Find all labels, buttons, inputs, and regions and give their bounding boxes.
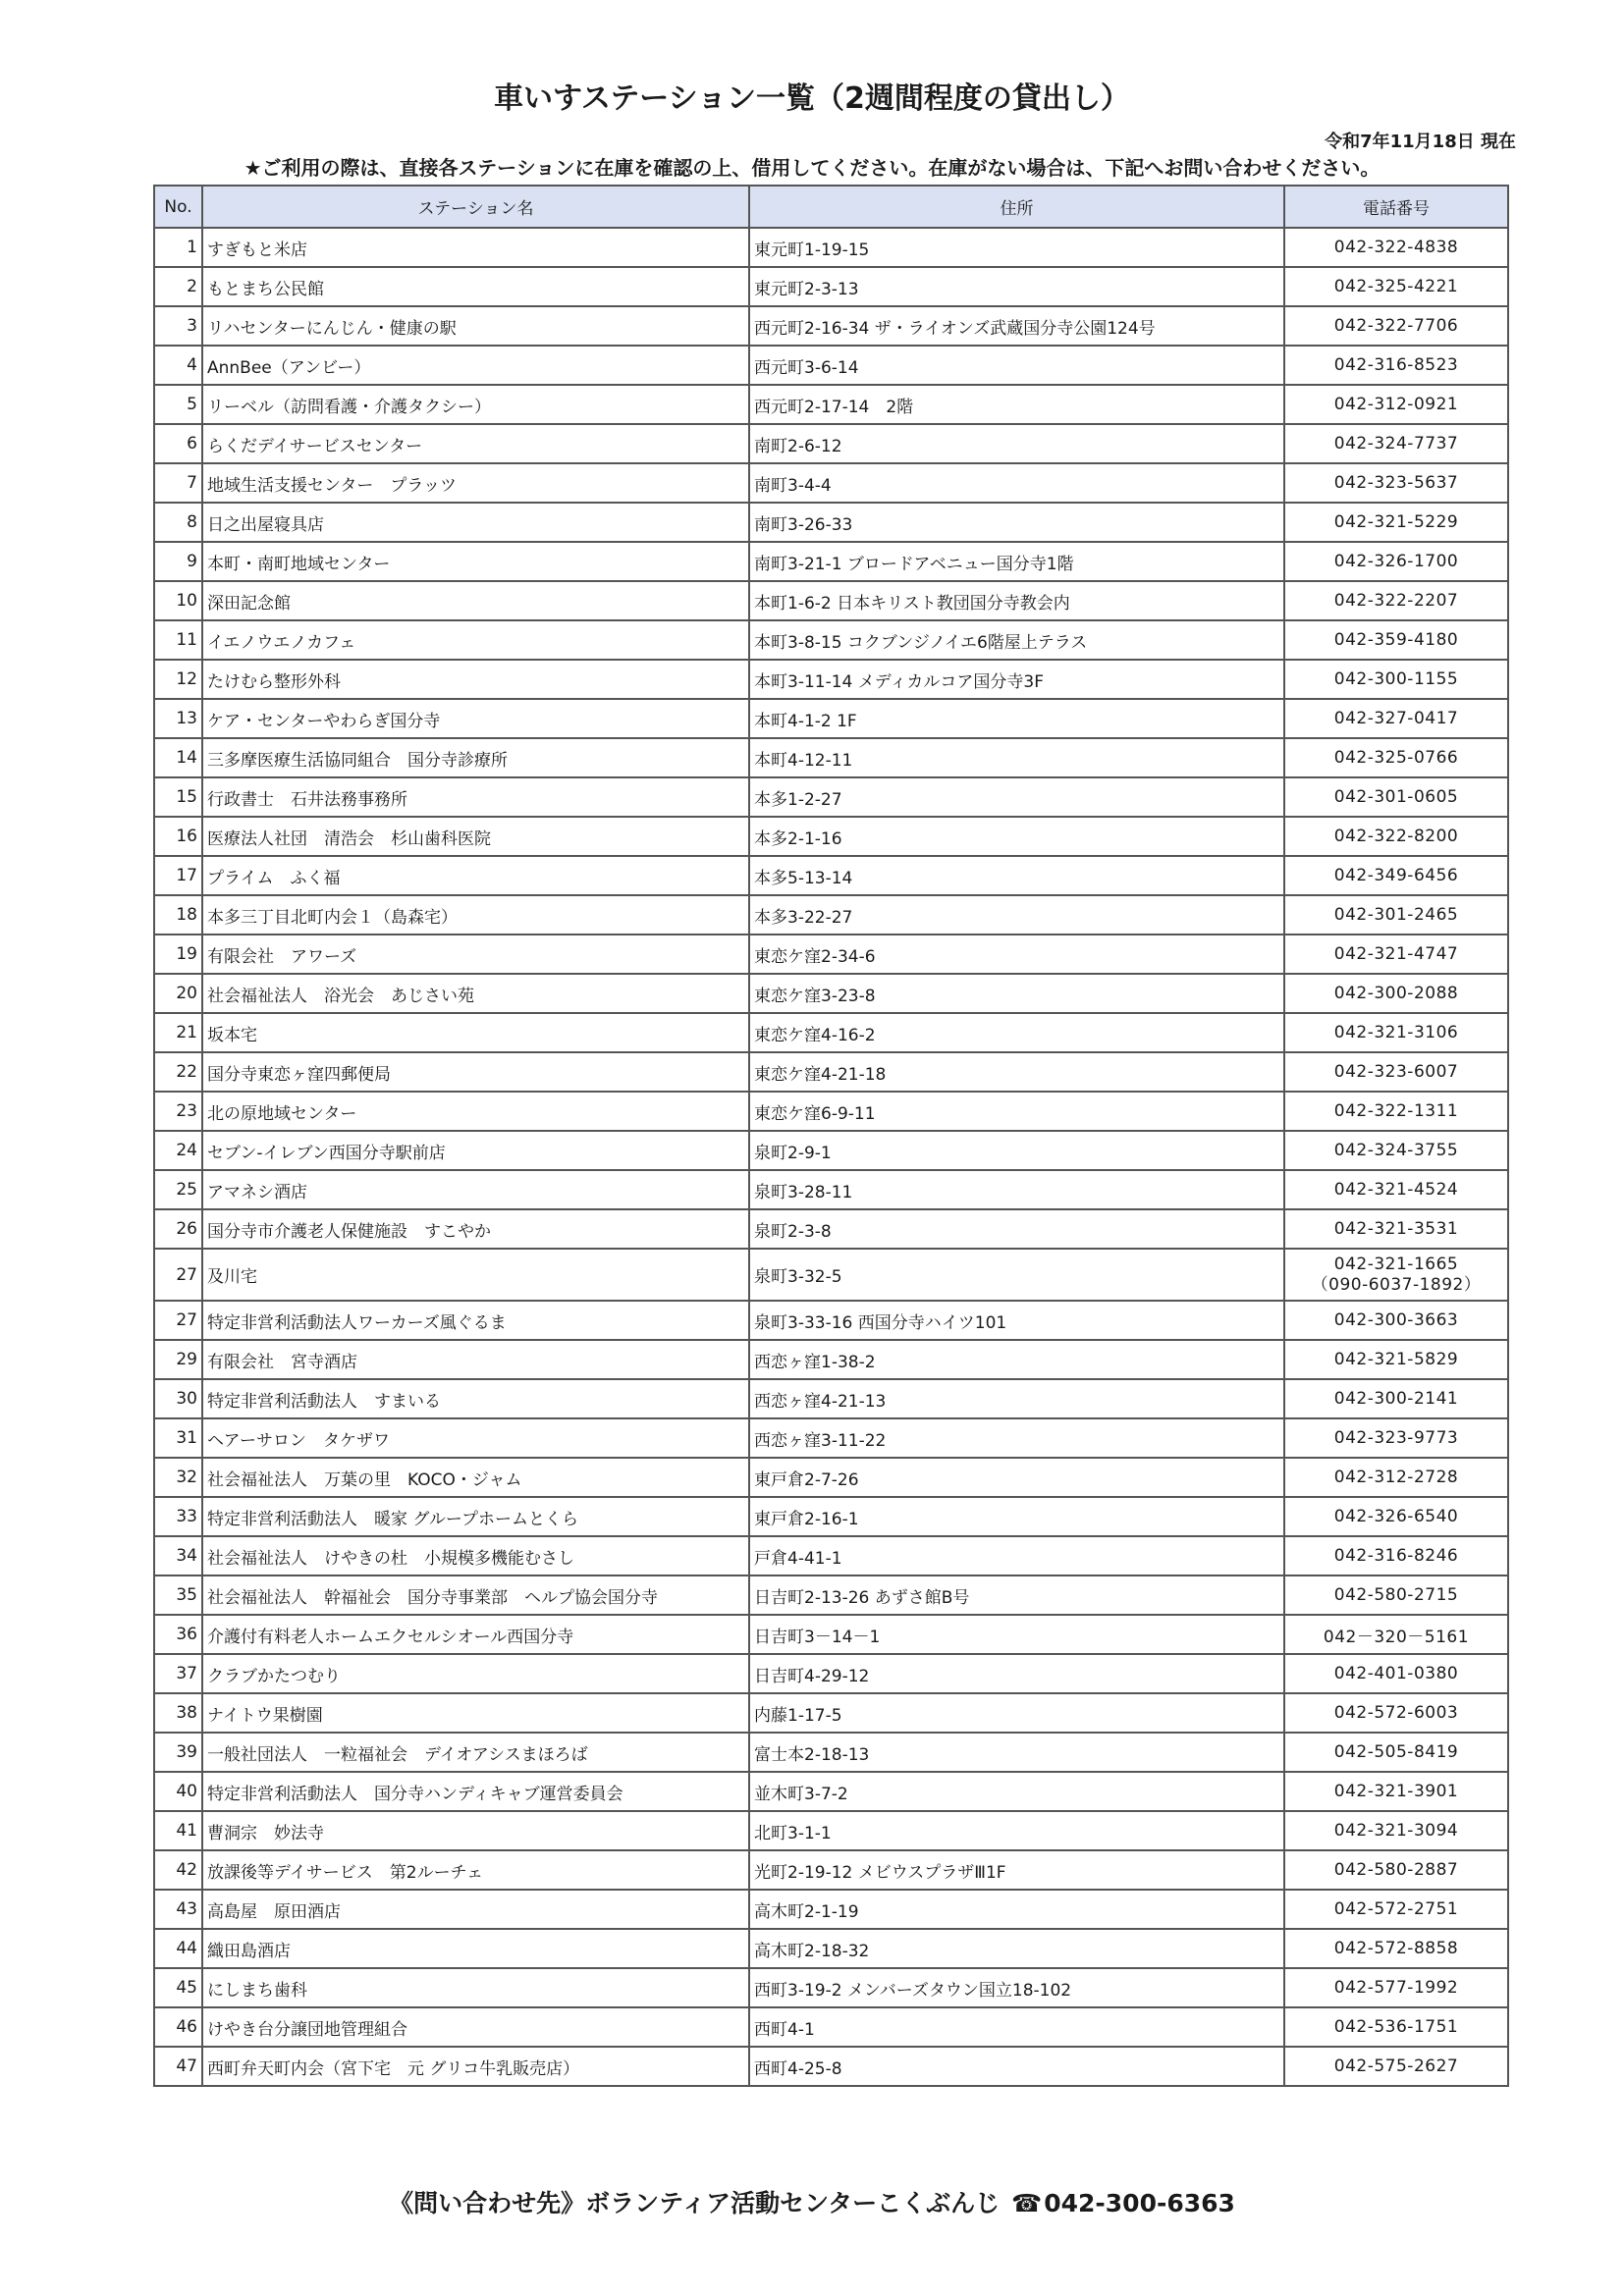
station-address: 日吉町4-29-12	[749, 1654, 1284, 1693]
station-phone: 042-321-5229	[1284, 503, 1508, 542]
station-name: 本町・南町地域センター	[202, 542, 749, 581]
station-name: ヘアーサロン タケザワ	[202, 1418, 749, 1458]
station-name: 国分寺東恋ヶ窪四郵便局	[202, 1052, 749, 1092]
table-row	[154, 228, 1508, 267]
row-number: 42	[154, 1850, 202, 1890]
station-phone: 042-324-3755	[1284, 1131, 1508, 1170]
table-body	[154, 228, 1508, 2086]
row-number: 11	[154, 620, 202, 660]
row-number: 24	[154, 1131, 202, 1170]
row-number: 31	[154, 1418, 202, 1458]
row-number: 23	[154, 1092, 202, 1131]
row-number: 40	[154, 1772, 202, 1811]
station-address: 富士本2-18-13	[749, 1733, 1284, 1772]
station-name: 日之出屋寝具店	[202, 503, 749, 542]
station-address: 本町3-8-15 コクブンジノイエ6階屋上テラス	[749, 620, 1284, 660]
table-row	[154, 1052, 1508, 1092]
table-row	[154, 267, 1508, 306]
row-number: 32	[154, 1458, 202, 1497]
row-number: 9	[154, 542, 202, 581]
station-name: 社会福祉法人 万葉の里 KOCO・ジャム	[202, 1458, 749, 1497]
station-name: 西町弁天町内会（宮下宅 元 グリコ牛乳販売店）	[202, 2047, 749, 2086]
station-address: 本多5-13-14	[749, 856, 1284, 895]
table-row	[154, 1811, 1508, 1850]
table-row	[154, 1301, 1508, 1340]
station-name: すぎもと米店	[202, 228, 749, 267]
station-address: 本町4-12-11	[749, 738, 1284, 777]
table-row	[154, 1340, 1508, 1379]
table-row	[154, 1693, 1508, 1733]
usage-notice: ★ご利用の際は、直接各ステーションに在庫を確認の上、借用してください。在庫がない場合は、下記へお問い合わせください。	[244, 156, 1380, 180]
station-phone: 042-572-8858	[1284, 1929, 1508, 1968]
station-table	[153, 185, 1509, 2087]
station-name: もとまち公民館	[202, 267, 749, 306]
row-number: 19	[154, 934, 202, 974]
station-address: 東恋ケ窪6-9-11	[749, 1092, 1284, 1131]
row-number: 18	[154, 895, 202, 934]
table-row	[154, 1249, 1508, 1301]
station-phone: 042-321-5829	[1284, 1340, 1508, 1379]
station-phone: 042-301-2465	[1284, 895, 1508, 934]
table-row	[154, 463, 1508, 503]
row-number: 13	[154, 699, 202, 738]
station-phone: 042-325-4221	[1284, 267, 1508, 306]
station-phone: 042-321-3531	[1284, 1209, 1508, 1249]
station-phone: 042-327-0417	[1284, 699, 1508, 738]
table-row	[154, 1850, 1508, 1890]
station-address: 泉町2-3-8	[749, 1209, 1284, 1249]
station-phone: 042－320－5161	[1284, 1615, 1508, 1654]
station-name: 特定非営利活動法人 暖家 グループホームとくら	[202, 1497, 749, 1536]
row-number: 25	[154, 1170, 202, 1209]
contact-label: 《問い合わせ先》ボランティア活動センターこくぶんじ	[389, 2189, 1001, 2217]
as-of-date: 令和7年11月18日 現在	[1325, 132, 1516, 152]
station-name: リハセンターにんじん・健康の駅	[202, 306, 749, 346]
table-row	[154, 934, 1508, 974]
table-row	[154, 542, 1508, 581]
table-row	[154, 856, 1508, 895]
station-phone: 042-325-0766	[1284, 738, 1508, 777]
station-address: 東元町1-19-15	[749, 228, 1284, 267]
station-name: けやき台分譲団地管理組合	[202, 2007, 749, 2047]
station-phone: 042-575-2627	[1284, 2047, 1508, 2086]
station-address: 南町3-26-33	[749, 503, 1284, 542]
row-number: 35	[154, 1575, 202, 1615]
table-row	[154, 620, 1508, 660]
row-number: 22	[154, 1052, 202, 1092]
table-row	[154, 1092, 1508, 1131]
station-phone: 042-349-6456	[1284, 856, 1508, 895]
row-number: 5	[154, 385, 202, 424]
station-address: 日吉町3－14－1	[749, 1615, 1284, 1654]
station-phone: 042-324-7737	[1284, 424, 1508, 463]
station-phone: 042-312-0921	[1284, 385, 1508, 424]
station-address: 泉町3-28-11	[749, 1170, 1284, 1209]
station-phone: 042-321-3106	[1284, 1013, 1508, 1052]
station-name: 曹洞宗 妙法寺	[202, 1811, 749, 1850]
row-number: 7	[154, 463, 202, 503]
row-number: 38	[154, 1693, 202, 1733]
row-number: 8	[154, 503, 202, 542]
table-row	[154, 1968, 1508, 2007]
table-row	[154, 424, 1508, 463]
page-title: 車いすステーション一覧（2週間程度の貸出し）	[494, 81, 1130, 116]
station-name: 国分寺市介護老人保健施設 すこやか	[202, 1209, 749, 1249]
station-address: 本多1-2-27	[749, 777, 1284, 817]
station-name: リーベル（訪問看護・介護タクシー）	[202, 385, 749, 424]
row-number: 4	[154, 346, 202, 385]
station-name: らくだデイサービスセンター	[202, 424, 749, 463]
station-address: 本町1-6-2 日本キリスト教団国分寺教会内	[749, 581, 1284, 620]
table-row	[154, 1772, 1508, 1811]
table-row	[154, 1654, 1508, 1693]
station-phone: 042-577-1992	[1284, 1968, 1508, 2007]
header-station-name: ステーション名	[202, 186, 749, 228]
station-address: 泉町2-9-1	[749, 1131, 1284, 1170]
station-phone: 042-580-2715	[1284, 1575, 1508, 1615]
row-number: 26	[154, 1209, 202, 1249]
station-name: イエノウエノカフェ	[202, 620, 749, 660]
station-phone: 042-572-2751	[1284, 1890, 1508, 1929]
row-number: 44	[154, 1929, 202, 1968]
station-name: 及川宅	[202, 1249, 749, 1301]
station-address: 西町4-1	[749, 2007, 1284, 2047]
table-row	[154, 895, 1508, 934]
table-row	[154, 1131, 1508, 1170]
table-row	[154, 1497, 1508, 1536]
station-phone: 042-321-3901	[1284, 1772, 1508, 1811]
station-address: 高木町2-1-19	[749, 1890, 1284, 1929]
station-address: 東恋ケ窪2-34-6	[749, 934, 1284, 974]
row-number: 21	[154, 1013, 202, 1052]
station-name: 有限会社 アワーズ	[202, 934, 749, 974]
station-address: 東戸倉2-7-26	[749, 1458, 1284, 1497]
station-phone	[1284, 1249, 1508, 1301]
station-name: 高島屋 原田酒店	[202, 1890, 749, 1929]
station-address: 本多2-1-16	[749, 817, 1284, 856]
table-row	[154, 817, 1508, 856]
station-address: 東恋ケ窪3-23-8	[749, 974, 1284, 1013]
station-name: 放課後等デイサービス 第2ルーチェ	[202, 1850, 749, 1890]
station-name: 北の原地域センター	[202, 1092, 749, 1131]
station-phone: 042-326-6540	[1284, 1497, 1508, 1536]
station-address: 高木町2-18-32	[749, 1929, 1284, 1968]
station-phone: 042-300-1155	[1284, 660, 1508, 699]
row-number: 10	[154, 581, 202, 620]
station-name: 本多三丁目北町内会１（島森宅）	[202, 895, 749, 934]
station-address: 南町3-4-4	[749, 463, 1284, 503]
table-row	[154, 2047, 1508, 2086]
row-number: 43	[154, 1890, 202, 1929]
row-number: 34	[154, 1536, 202, 1575]
station-name: 坂本宅	[202, 1013, 749, 1052]
station-phone: 042-301-0605	[1284, 777, 1508, 817]
row-number: 36	[154, 1615, 202, 1654]
row-number: 37	[154, 1654, 202, 1693]
station-name: 三多摩医療生活協同組合 国分寺診療所	[202, 738, 749, 777]
station-address: 泉町3-32-5	[749, 1249, 1284, 1301]
row-number: 14	[154, 738, 202, 777]
row-number: 41	[154, 1811, 202, 1850]
station-phone: 042-321-4524	[1284, 1170, 1508, 1209]
table-row	[154, 1536, 1508, 1575]
table-row	[154, 1458, 1508, 1497]
station-address: 西元町3-6-14	[749, 346, 1284, 385]
table-row	[154, 1418, 1508, 1458]
station-name: 地域生活支援センター プラッツ	[202, 463, 749, 503]
station-phone-mobile: （090-6037-1892）	[1311, 1274, 1482, 1295]
row-number: 29	[154, 1340, 202, 1379]
station-address: 東恋ケ窪4-21-18	[749, 1052, 1284, 1092]
row-number: 2	[154, 267, 202, 306]
station-address: 東元町2-3-13	[749, 267, 1284, 306]
station-address: 本町4-1-2 1F	[749, 699, 1284, 738]
station-name: 有限会社 宮寺酒店	[202, 1340, 749, 1379]
station-address: 日吉町2-13-26 あずさ館B号	[749, 1575, 1284, 1615]
table-row	[154, 503, 1508, 542]
table-row	[154, 699, 1508, 738]
station-phone: 042-326-1700	[1284, 542, 1508, 581]
station-address: 東戸倉2-16-1	[749, 1497, 1284, 1536]
station-address: 南町3-21-1 ブロードアベニュー国分寺1階	[749, 542, 1284, 581]
header-no: No.	[154, 186, 202, 228]
station-phone: 042-572-6003	[1284, 1693, 1508, 1733]
station-name: 医療法人社団 清浩会 杉山歯科医院	[202, 817, 749, 856]
station-phone: 042-322-1311	[1284, 1092, 1508, 1131]
table-row	[154, 306, 1508, 346]
station-name: 社会福祉法人 幹福祉会 国分寺事業部 ヘルプ協会国分寺	[202, 1575, 749, 1615]
station-phone: 042-323-5637	[1284, 463, 1508, 503]
station-address: 西元町2-16-34 ザ・ライオンズ武蔵国分寺公園124号	[749, 306, 1284, 346]
row-number: 27	[154, 1249, 202, 1301]
station-address: 西元町2-17-14 2階	[749, 385, 1284, 424]
station-address: 光町2-19-12 メビウスプラザⅢ1F	[749, 1850, 1284, 1890]
station-name: 介護付有料老人ホームエクセルシオール西国分寺	[202, 1615, 749, 1654]
table-row	[154, 1209, 1508, 1249]
station-name: にしまち歯科	[202, 1968, 749, 2007]
station-phone: 042-505-8419	[1284, 1733, 1508, 1772]
table-row	[154, 1013, 1508, 1052]
station-address: 西恋ヶ窪4-21-13	[749, 1379, 1284, 1418]
row-number: 6	[154, 424, 202, 463]
station-name: 特定非営利活動法人ワーカーズ風ぐるま	[202, 1301, 749, 1340]
row-number: 20	[154, 974, 202, 1013]
station-name: たけむら整形外科	[202, 660, 749, 699]
table-row	[154, 1929, 1508, 1968]
phone-icon: ☎	[1011, 2189, 1043, 2217]
station-phone: 042-580-2887	[1284, 1850, 1508, 1890]
station-phone: 042-322-8200	[1284, 817, 1508, 856]
station-phone: 042-300-2141	[1284, 1379, 1508, 1418]
station-name: ナイトウ果樹園	[202, 1693, 749, 1733]
station-phone: 042-359-4180	[1284, 620, 1508, 660]
station-address: 本町3-11-14 メディカルコア国分寺3F	[749, 660, 1284, 699]
station-address: 西町3-19-2 メンバーズタウン国立18-102	[749, 1968, 1284, 2007]
station-address: 南町2-6-12	[749, 424, 1284, 463]
row-number: 33	[154, 1497, 202, 1536]
station-name: 特定非営利活動法人 国分寺ハンディキャブ運営委員会	[202, 1772, 749, 1811]
station-phone-primary: 042-321-1665	[1333, 1254, 1459, 1274]
station-phone: 042-300-2088	[1284, 974, 1508, 1013]
station-address: 西町4-25-8	[749, 2047, 1284, 2086]
row-number: 3	[154, 306, 202, 346]
row-number: 30	[154, 1379, 202, 1418]
station-name: セブン-イレブン西国分寺駅前店	[202, 1131, 749, 1170]
row-number: 39	[154, 1733, 202, 1772]
station-phone: 042-323-6007	[1284, 1052, 1508, 1092]
station-name: 織田島酒店	[202, 1929, 749, 1968]
table-row	[154, 1890, 1508, 1929]
station-phone: 042-322-4838	[1284, 228, 1508, 267]
station-address: 本多3-22-27	[749, 895, 1284, 934]
station-phone: 042-536-1751	[1284, 2007, 1508, 2047]
station-phone: 042-323-9773	[1284, 1418, 1508, 1458]
station-address: 西恋ヶ窪3-11-22	[749, 1418, 1284, 1458]
station-address: 戸倉4-41-1	[749, 1536, 1284, 1575]
station-name: クラブかたつむり	[202, 1654, 749, 1693]
station-name: アマネシ酒店	[202, 1170, 749, 1209]
header-address: 住所	[749, 186, 1284, 228]
station-name: 一般社団法人 一粒福祉会 デイオアシスまほろば	[202, 1733, 749, 1772]
station-address: 東恋ケ窪4-16-2	[749, 1013, 1284, 1052]
station-phone: 042-321-4747	[1284, 934, 1508, 974]
contact-footer	[0, 2184, 1624, 2219]
station-address: 北町3-1-1	[749, 1811, 1284, 1850]
row-number: 27	[154, 1301, 202, 1340]
contact-phone: 042-300-6363	[1044, 2189, 1235, 2217]
table-row	[154, 1170, 1508, 1209]
station-phone: 042-322-2207	[1284, 581, 1508, 620]
table-row	[154, 346, 1508, 385]
station-phone: 042-300-3663	[1284, 1301, 1508, 1340]
row-number: 17	[154, 856, 202, 895]
row-number: 16	[154, 817, 202, 856]
table-row	[154, 660, 1508, 699]
table-header	[154, 186, 1508, 228]
station-name: ケア・センターやわらぎ国分寺	[202, 699, 749, 738]
row-number: 46	[154, 2007, 202, 2047]
row-number: 47	[154, 2047, 202, 2086]
station-phone: 042-321-3094	[1284, 1811, 1508, 1850]
station-name: 社会福祉法人 けやきの杜 小規模多機能むさし	[202, 1536, 749, 1575]
header-phone: 電話番号	[1284, 186, 1508, 228]
station-address: 泉町3-33-16 西国分寺ハイツ101	[749, 1301, 1284, 1340]
station-name: 深田記念館	[202, 581, 749, 620]
station-address: 西恋ヶ窪1-38-2	[749, 1340, 1284, 1379]
row-number: 12	[154, 660, 202, 699]
table-row	[154, 2007, 1508, 2047]
table-row	[154, 1575, 1508, 1615]
table-row	[154, 974, 1508, 1013]
table-row	[154, 581, 1508, 620]
station-name: 特定非営利活動法人 すまいる	[202, 1379, 749, 1418]
station-phone: 042-316-8523	[1284, 346, 1508, 385]
table-row	[154, 1733, 1508, 1772]
table-row	[154, 385, 1508, 424]
row-number: 1	[154, 228, 202, 267]
station-name: AnnBee（アンビー）	[202, 346, 749, 385]
station-phone: 042-401-0380	[1284, 1654, 1508, 1693]
table-row	[154, 1379, 1508, 1418]
station-address: 内藤1-17-5	[749, 1693, 1284, 1733]
station-name: プライム ふく福	[202, 856, 749, 895]
station-address: 並木町3-7-2	[749, 1772, 1284, 1811]
station-phone: 042-312-2728	[1284, 1458, 1508, 1497]
row-number: 15	[154, 777, 202, 817]
station-name: 行政書士 石井法務事務所	[202, 777, 749, 817]
station-name: 社会福祉法人 浴光会 あじさい苑	[202, 974, 749, 1013]
row-number: 45	[154, 1968, 202, 2007]
table-row	[154, 777, 1508, 817]
table-row	[154, 1615, 1508, 1654]
station-phone: 042-316-8246	[1284, 1536, 1508, 1575]
station-phone: 042-322-7706	[1284, 306, 1508, 346]
table-row	[154, 738, 1508, 777]
